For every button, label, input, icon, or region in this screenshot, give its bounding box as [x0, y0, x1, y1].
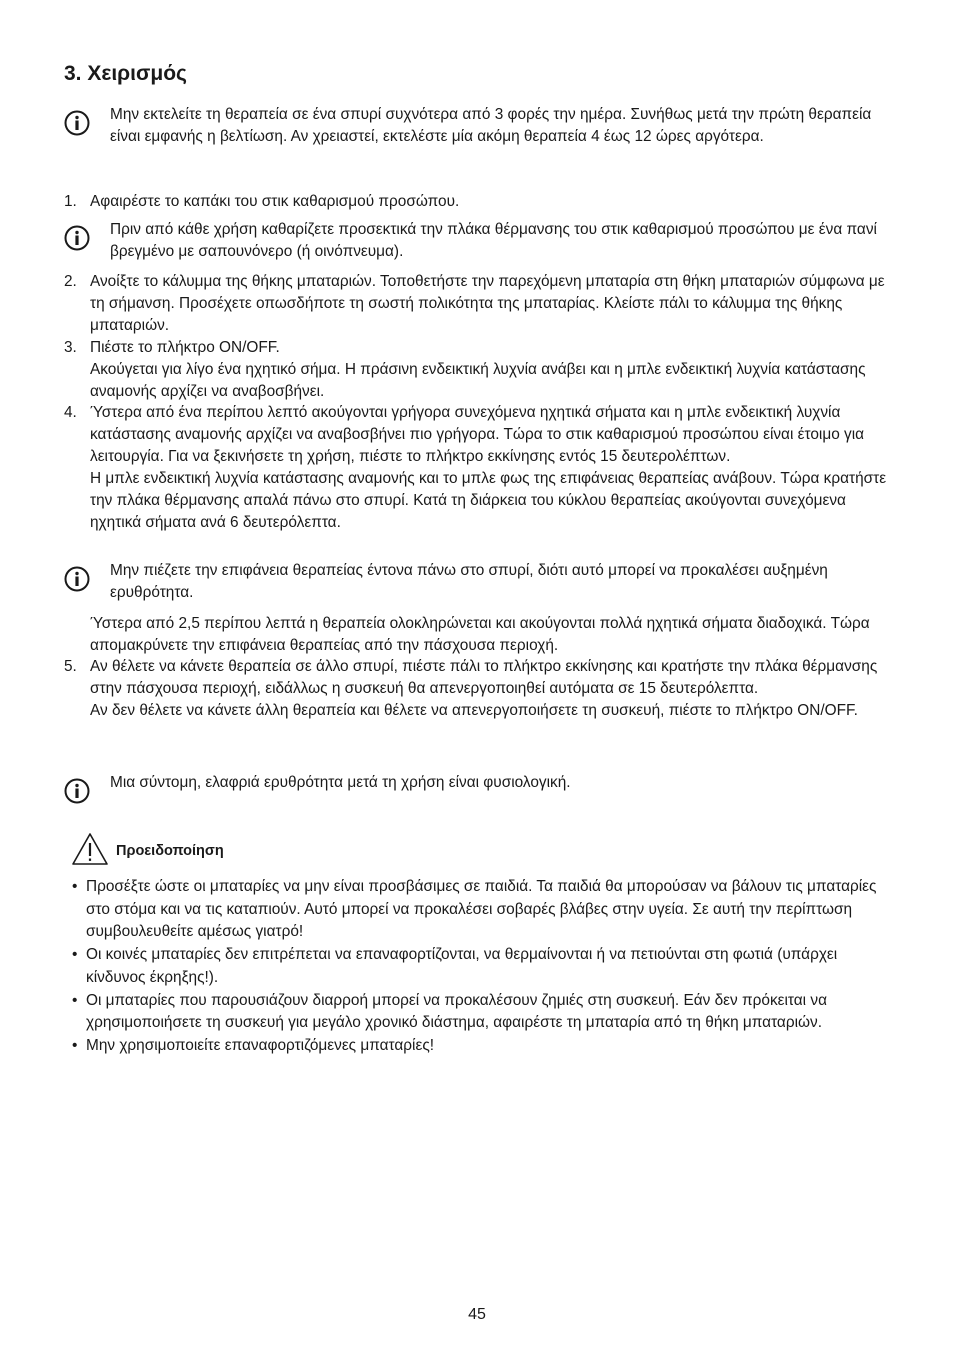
warning-title: Προειδοποίηση: [116, 843, 224, 859]
bullet: •: [72, 946, 78, 963]
bullet: •: [72, 991, 78, 1009]
step-number: 5.: [64, 658, 77, 675]
info-icon: [64, 110, 90, 136]
info-icon: [64, 778, 90, 804]
step-number: 4.: [64, 404, 77, 421]
bullet: •: [72, 1037, 78, 1054]
step-4-continuation: Ύστερα από 2,5 περίπου λεπτά η θεραπεία ολοκληρώνεται και ακούγονται πολλά ηχητικά σήματα διαδοχικά. Τώρα απομακρύνετε την επιφάνεια θεραπείας από την πάσχουσα περιοχή.: [90, 615, 870, 654]
step-text: Αν δεν θέλετε να κάνετε άλλη θεραπεία και θέλετε να απενεργοποιήσετε τη συσκευή, πιέστε το πλήκτρο ON/OFF.: [90, 702, 858, 719]
list-item: [72, 1035, 892, 1058]
list-item-text: Οι μπαταρίες που παρουσιάζουν διαρροή μπορεί να προκαλέσουν ζημιές στη συσκευή. Εάν δεν πρόκειται να χρησιμοποιήσετε τη συσκευή για μεγάλο χρονικό διάστημα, αφαιρέστε τη μπαταρία από τη θήκη μπαταριών.: [86, 991, 827, 1031]
step-text: Αν θέλετε να κάνετε θεραπεία σε άλλο σπυρί, πιέστε πάλι το πλήκτρο εκκίνησης και κρατήστε την πλάκα θέρμανσης στην πάσχουσα περιοχή, ειδάλλως η συσκευή θα απενεργοποιηθεί αυτόματα σε 15 δευτερόλεπτα.: [90, 658, 878, 697]
list-item-text: Οι κοινές μπαταρίες δεν επιτρέπεται να επαναφορτίζονται, να θερμαίνονται ή να πετιούνται στη φωτιά (υπάρχει κίνδυνος έκρηξης!).: [86, 946, 838, 986]
step-text: Πιέστε το πλήκτρο ON/OFF.: [90, 339, 280, 356]
step-number: 1.: [64, 193, 77, 210]
step-number: 3.: [64, 339, 77, 356]
list-item: [72, 876, 892, 944]
list-item: [72, 944, 892, 989]
info-note-cleaning: Πριν από κάθε χρήση καθαρίζετε προσεκτικά την πλάκα θέρμανσης του στικ καθαρισμού προσώπου με ένα πανί βρεγμένο με σαπουνόνερο (ή οινόπνευμα).: [110, 221, 877, 260]
info-icon: [64, 566, 90, 592]
info-icon: [64, 225, 90, 251]
step-text: Η μπλε ενδεικτική λυχνία κατάστασης αναμονής και το μπλε φως της επιφάνειας θεραπείας ανάβουν. Τώρα κρατήστε την πλάκα θέρμανσης απαλά πάνω στο σπυρί. Κατά τη διάρκεια του κύκλου θεραπείας ακούγονται συνεχόμενα ηχητικά σήματα ανά 6 δευτερόλεπτα.: [90, 470, 887, 531]
warning-list: [72, 876, 892, 1058]
list-item: [72, 990, 892, 1035]
list-item-text: Μην χρησιμοποιείτε επαναφορτιζόμενες μπαταρίες!: [86, 1037, 435, 1054]
info-note-frequency: Μην εκτελείτε τη θεραπεία σε ένα σπυρί συχνότερα από 3 φορές την ημέρα. Συνήθως μετά την πρώτη θεραπεία είναι εμφανής η βελτίωση. Αν χρειαστεί, εκτελέστε μία ακόμη θεραπεία 4 έως 12 ώρες αργότερα.: [110, 106, 872, 145]
step-number: 2.: [64, 273, 77, 290]
step-text: Ανοίξτε το κάλυμμα της θήκης μπαταριών. Τοποθετήστε την παρεχόμενη μπαταρία στη θήκη μπαταριών σύμφωνα με τη σήμανση. Προσέχετε οπωσδήποτε τη σωστή πολικότητα της μπαταρίας. Κλείστε πάλι το κάλυμμα της θήκης μπαταριών.: [90, 273, 885, 334]
step-text: Ακούγεται για λίγο ένα ηχητικό σήμα. Η πράσινη ενδεικτική λυχνία ανάβει και η μπλε ενδεικτική λυχνία κατάστασης αναμονής αρχίζει να αναβοσβήνει.: [90, 361, 866, 400]
step-text: Ύστερα από ένα περίπου λεπτό ακούγονται γρήγορα συνεχόμενα ηχητικά σήματα και η μπλε ενδεικτική λυχνία κατάστασης αναμονής αρχίζει να αναβοσβήνει πιο γρήγορα. Τώρα το στικ καθαρισμού προσώπου είναι έτοιμο για λειτουργία. Για να ξεκινήσετε τη χρήση, πιέστε το πλήκτρο εκκίνησης εντός 15 δευτερολέπτων.: [90, 404, 865, 465]
list-item-text: Προσέξτε ώστε οι μπαταρίες να μην είναι προσβάσιμες σε παιδιά. Τα παιδιά θα μπορούσαν να βάλουν τις μπαταρίες στο στόμα και να τις καταπιούν. Αυτό μπορεί να προκαλέσει σοβαρές βλάβες στην υγεία. Σε αυτή την περίπτωση συμβουλευθείτε αμέσως γιατρό!: [86, 878, 877, 940]
page-number: 45: [468, 1306, 486, 1323]
step-text: Αφαιρέστε το καπάκι του στικ καθαρισμού προσώπου.: [90, 193, 460, 210]
info-note-redness: Μια σύντομη, ελαφριά ερυθρότητα μετά τη χρήση είναι φυσιολογική.: [110, 774, 571, 791]
bullet: •: [72, 878, 78, 895]
warning-icon: [71, 832, 109, 866]
section-title: 3. Χειρισμός: [64, 62, 187, 85]
info-note-pressure: Μην πιέζετε την επιφάνεια θεραπείας έντονα πάνω στο σπυρί, διότι αυτό μπορεί να προκαλέσει αυξημένη ερυθρότητα.: [110, 562, 828, 601]
